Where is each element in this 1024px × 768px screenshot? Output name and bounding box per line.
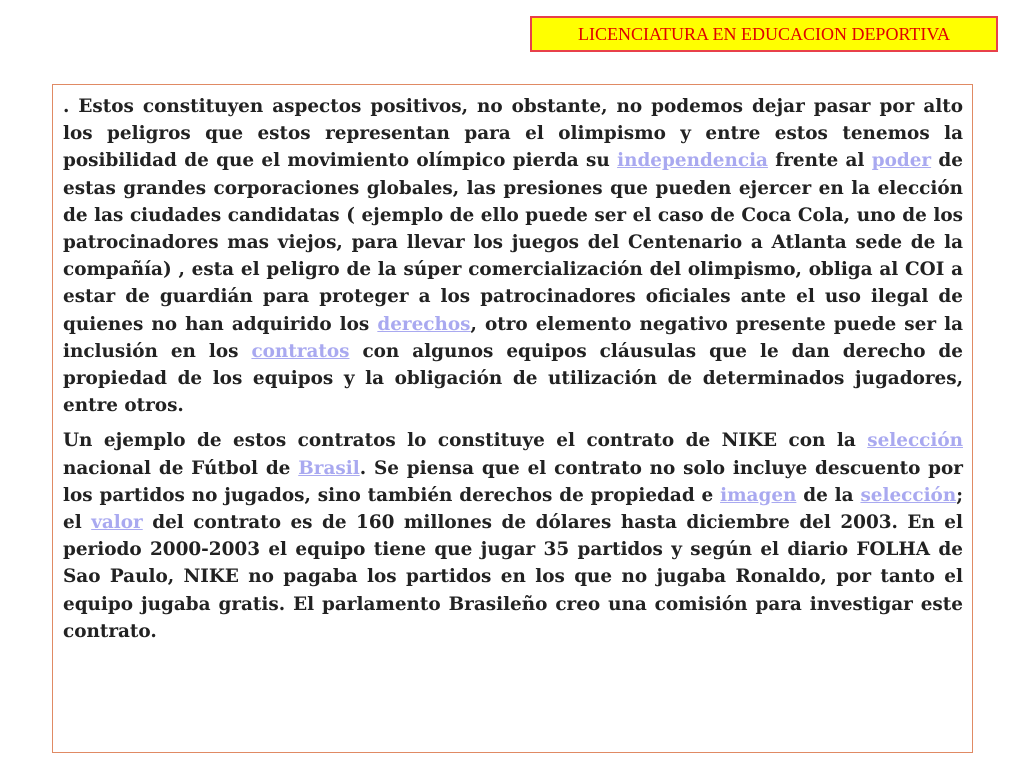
paragraph-2-text-3: . Se piensa que el contrato no solo incluye descuento por los partidos no jugados, sino también derechos de propiedad e	[63, 457, 964, 506]
paragraph-1-text-1: . Estos constituyen aspectos positivos, no obstante, no podemos dejar pasar por alto los peligros que estos representan para el olimpismo y entre estos tenemos la posibilidad de que el movimiento olímpico pierda su	[63, 96, 963, 172]
paragraph-1-text-5: con algunos equipos cláusulas que le dan derecho de propiedad de los equipos y la obligación de utilización de determinados jugadores, entre otros.	[63, 340, 963, 417]
link-imagen[interactable]: imagen	[720, 484, 797, 506]
paragraph-1-text-3: de estas grandes corporaciones globales, las presiones que pueden ejercer en la elección de las ciudades candidatas ( ejemplo de ello puede ser el caso de Coca Cola, uno de los patrocinadores mas viejos, para llevar los juegos del Centenario a Atlanta sede de la compañía) , esta el peligro de la súper comercialización del olimpismo, obliga al COI a estar de guardián para proteger a los patrocinadores oficiales ante el uso ilegal de quienes no han adquirido los	[63, 150, 963, 335]
paragraph-2-text-1: Un ejemplo de estos contratos lo constituye el contrato de NIKE con la	[63, 430, 868, 452]
header-title-box	[530, 16, 998, 52]
content-text-box	[52, 84, 973, 753]
paragraph-2-text-5: ; el	[63, 484, 963, 534]
link-valor[interactable]: valor	[91, 512, 143, 534]
paragraph-1-text-4: , otro elemento negativo presente puede ser la inclusión en los	[63, 313, 963, 362]
link-independencia[interactable]: independencia	[617, 150, 768, 172]
link-derechos[interactable]: derechos	[377, 313, 471, 335]
paragraph-2-text-6: del contrato es de 160 millones de dólares hasta diciembre del 2003. En el periodo 2000-2003 el equipo tiene que jugar 35 partidos y según el diario FOLHA de Sao Paulo, NIKE no pagaba los partidos en los que no jugaba Ronaldo, por tanto el equipo jugaba gratis. El parlamento Brasileño creo una comisión para investigar este contrato.	[63, 512, 963, 642]
link-seleccion-2[interactable]: selección	[860, 484, 957, 506]
paragraph-2	[63, 427, 963, 645]
link-seleccion-1[interactable]: selección	[867, 430, 963, 452]
paragraph-2-text-2: nacional de Fútbol de	[63, 457, 299, 479]
link-poder[interactable]: poder	[871, 150, 932, 172]
paragraph-1	[63, 93, 963, 419]
header-title: LICENCIATURA EN EDUCACION DEPORTIVA	[577, 23, 951, 44]
link-contratos[interactable]: contratos	[251, 340, 350, 362]
paragraph-2-text-4: de la	[796, 484, 861, 506]
paragraph-1-text-2: frente al	[767, 150, 872, 172]
link-brasil[interactable]: Brasil	[298, 457, 360, 479]
